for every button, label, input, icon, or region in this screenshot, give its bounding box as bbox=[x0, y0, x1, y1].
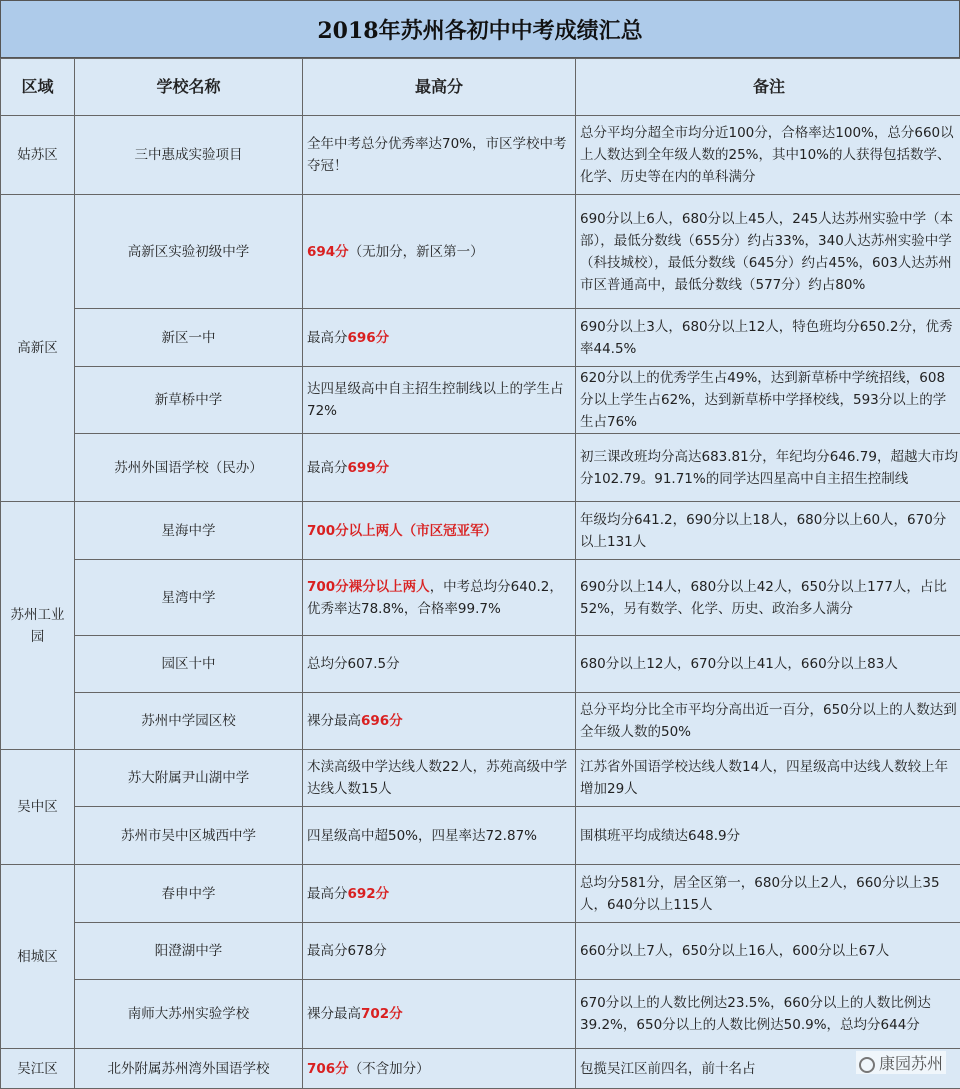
table-row bbox=[1, 865, 960, 923]
table-row bbox=[1, 434, 960, 502]
note-cell: 江苏省外国语学校达线人数14人，四星级高中达线人数较上年增加29人 bbox=[576, 750, 960, 807]
watermark bbox=[856, 1051, 946, 1074]
school-cell: 新区一中 bbox=[75, 309, 303, 367]
score-cell: 最高分696分 bbox=[303, 309, 576, 367]
header-row bbox=[1, 59, 960, 116]
note-cell: 680分以上12人，670分以上41人，660分以上83人 bbox=[576, 636, 960, 693]
region-cell: 相城区 bbox=[1, 865, 75, 1049]
header-note: 备注 bbox=[576, 59, 960, 116]
table-row bbox=[1, 750, 960, 807]
wechat-icon bbox=[859, 1057, 875, 1073]
school-cell: 高新区实验初级中学 bbox=[75, 195, 303, 309]
score-cell: 694分（无加分，新区第一） bbox=[303, 195, 576, 309]
table-row bbox=[1, 1049, 960, 1089]
header-region: 区域 bbox=[1, 59, 75, 116]
score-cell: 全年中考总分优秀率达70%，市区学校中考夺冠！ bbox=[303, 116, 576, 195]
school-cell: 苏州中学园区校 bbox=[75, 693, 303, 750]
note-cell: 围棋班平均成绩达648.9分 bbox=[576, 807, 960, 865]
table-row bbox=[1, 923, 960, 980]
note-cell: 总均分581分，居全区第一，680分以上2人，660分以上35人，640分以上115人 bbox=[576, 865, 960, 923]
header-school: 学校名称 bbox=[75, 59, 303, 116]
score-cell: 裸分最高696分 bbox=[303, 693, 576, 750]
region-cell: 高新区 bbox=[1, 195, 75, 502]
region-cell: 姑苏区 bbox=[1, 116, 75, 195]
table-row bbox=[1, 116, 960, 195]
score-cell: 最高分678分 bbox=[303, 923, 576, 980]
table-row bbox=[1, 560, 960, 636]
school-cell: 阳澄湖中学 bbox=[75, 923, 303, 980]
score-cell: 700分裸分以上两人，中考总均分640.2，优秀率达78.8%，合格率99.7% bbox=[303, 560, 576, 636]
table-row bbox=[1, 636, 960, 693]
note-cell: 年级均分641.2，690分以上18人，680分以上60人，670分以上131人 bbox=[576, 502, 960, 560]
note-cell: 690分以上14人，680分以上42人，650分以上177人，占比52%，另有数学、化学、历史、政治多人满分 bbox=[576, 560, 960, 636]
table-title: 2018年苏州各初中中考成绩汇总 bbox=[0, 0, 960, 58]
table-row bbox=[1, 807, 960, 865]
table-row bbox=[1, 980, 960, 1049]
table-row bbox=[1, 309, 960, 367]
school-cell: 新草桥中学 bbox=[75, 367, 303, 434]
score-table bbox=[0, 58, 960, 1089]
score-cell: 裸分最高702分 bbox=[303, 980, 576, 1049]
note-cell: 690分以上3人，680分以上12人，特色班均分650.2分，优秀率44.5% bbox=[576, 309, 960, 367]
score-cell: 最高分692分 bbox=[303, 865, 576, 923]
school-cell: 园区十中 bbox=[75, 636, 303, 693]
score-cell: 700分以上两人（市区冠亚军） bbox=[303, 502, 576, 560]
school-cell: 星湾中学 bbox=[75, 560, 303, 636]
table-row bbox=[1, 195, 960, 309]
note-cell: 690分以上6人，680分以上45人，245人达苏州实验中学（本部），最低分数线（655分）约占33%，340人达苏州实验中学（科技城校），最低分数线（645分）约占45%，603人达苏州市区普通高中，最低分数线（577分）约占80% bbox=[576, 195, 960, 309]
note-cell: 初三课改班均分高达683.81分，年纪均分646.79，超越大市均分102.79。91.71%的同学达四星高中自主招生控制线 bbox=[576, 434, 960, 502]
region-cell: 苏州工业园 bbox=[1, 502, 75, 750]
school-cell: 苏州市吴中区城西中学 bbox=[75, 807, 303, 865]
note-cell: 660分以上7人，650分以上16人，600分以上67人 bbox=[576, 923, 960, 980]
school-cell: 春申中学 bbox=[75, 865, 303, 923]
table-row bbox=[1, 502, 960, 560]
table-row bbox=[1, 367, 960, 434]
header-score: 最高分 bbox=[303, 59, 576, 116]
school-cell: 三中惠成实验项目 bbox=[75, 116, 303, 195]
school-cell: 星海中学 bbox=[75, 502, 303, 560]
score-cell: 总均分607.5分 bbox=[303, 636, 576, 693]
score-cell: 达四星级高中自主招生控制线以上的学生占72% bbox=[303, 367, 576, 434]
table-row bbox=[1, 693, 960, 750]
region-cell: 吴江区 bbox=[1, 1049, 75, 1089]
score-cell: 木渎高级中学达线人数22人，苏苑高级中学达线人数15人 bbox=[303, 750, 576, 807]
note-cell: 包揽吴江区前四名，前十名占 bbox=[576, 1049, 960, 1089]
score-cell: 四星级高中超50%，四星率达72.87% bbox=[303, 807, 576, 865]
note-cell: 620分以上的优秀学生占49%，达到新草桥中学统招线，608分以上学生占62%，达到新草桥中学择校线，593分以上的学生占76% bbox=[576, 367, 960, 434]
note-cell: 总分平均分超全市均分近100分，合格率达100%，总分660以上人数达到全年级人数的25%，其中10%的人获得包括数学、化学、历史等在内的单科满分 bbox=[576, 116, 960, 195]
score-cell: 706分（不含加分） bbox=[303, 1049, 576, 1089]
score-cell: 最高分699分 bbox=[303, 434, 576, 502]
note-cell: 670分以上的人数比例达23.5%，660分以上的人数比例达39.2%，650分以上的人数比例达50.9%，总均分644分 bbox=[576, 980, 960, 1049]
school-cell: 苏大附属尹山湖中学 bbox=[75, 750, 303, 807]
school-cell: 南师大苏州实验学校 bbox=[75, 980, 303, 1049]
note-cell: 总分平均分比全市平均分高出近一百分，650分以上的人数达到全年级人数的50% bbox=[576, 693, 960, 750]
school-cell: 北外附属苏州湾外国语学校 bbox=[75, 1049, 303, 1089]
watermark-text: 康园苏州 bbox=[879, 1054, 943, 1073]
school-cell: 苏州外国语学校（民办） bbox=[75, 434, 303, 502]
region-cell: 吴中区 bbox=[1, 750, 75, 865]
